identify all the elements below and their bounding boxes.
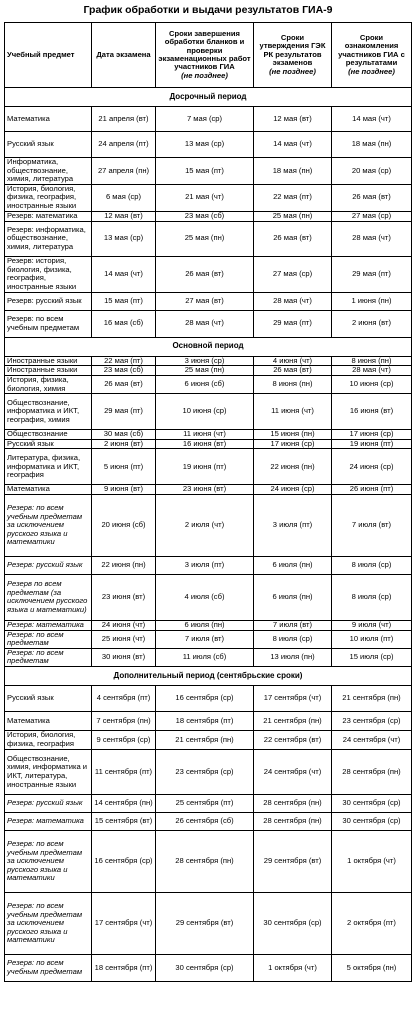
processing-deadline-cell: 18 сентября (пт) [156,711,254,730]
processing-deadline-cell: 21 мая (чт) [156,184,254,211]
familiarization-deadline-cell: 30 сентября (ср) [332,794,412,812]
table-row [5,394,412,430]
table-row [5,256,412,292]
section-title: Досрочный период [5,88,412,107]
approval-deadline-cell: 29 сентября (вт) [254,830,332,892]
exam-date-cell: 21 апреля (вт) [92,107,156,132]
familiarization-deadline-cell: 7 июля (вт) [332,494,412,556]
subject-cell: Резерв: по всем учебным предметам [5,954,92,981]
exam-date-cell: 24 апреля (пт) [92,132,156,158]
familiarization-deadline-cell: 27 мая (ср) [332,211,412,221]
exam-date-cell: 6 мая (ср) [92,184,156,211]
exam-date-cell: 24 июня (чт) [92,620,156,630]
familiarization-deadline-cell: 24 июня (ср) [332,449,412,485]
subject-cell: Резерв: математика [5,211,92,221]
approval-deadline-cell: 24 сентября (чт) [254,749,332,794]
header-approval-text: Сроки утверждения ГЭК РК результатов экзаменов [259,32,326,68]
table-row [5,356,412,366]
approval-deadline-cell: 11 июня (чт) [254,394,332,430]
section-header-row [5,337,412,356]
approval-deadline-cell: 22 мая (пт) [254,184,332,211]
exam-date-cell: 20 июня (сб) [92,494,156,556]
exam-date-cell: 9 июня (вт) [92,485,156,495]
processing-deadline-cell: 19 июня (пт) [156,449,254,485]
header-not-later-note: (не позднее) [348,66,395,76]
processing-deadline-cell: 10 июня (ср) [156,394,254,430]
approval-deadline-cell: 17 июня (ср) [254,439,332,449]
familiarization-deadline-cell: 28 сентября (пн) [332,749,412,794]
section-title: Основной период [5,337,412,356]
processing-deadline-cell: 28 мая (чт) [156,310,254,337]
familiarization-deadline-cell: 10 июня (ср) [332,375,412,393]
subject-cell: Резерв: по всем учебным предметам за исключением русского языка и математики [5,892,92,954]
familiarization-deadline-cell: 2 июня (вт) [332,310,412,337]
processing-deadline-cell: 11 июля (сб) [156,648,254,666]
subject-cell: История, биология, физика, география, иностранные языки [5,184,92,211]
table-row [5,830,412,892]
familiarization-deadline-cell: 9 июля (чт) [332,620,412,630]
approval-deadline-cell: 18 мая (пн) [254,158,332,185]
subject-cell: Математика [5,107,92,132]
approval-deadline-cell: 3 июля (пт) [254,494,332,556]
table-row [5,648,412,666]
subject-cell: Резерв: по всем предметам [5,630,92,648]
exam-date-cell: 29 мая (пт) [92,394,156,430]
familiarization-deadline-cell: 16 июня (вт) [332,394,412,430]
header-familiarization-text: Сроки ознакомления участников ГИА с результатами [338,32,405,68]
approval-deadline-cell: 24 июня (ср) [254,485,332,495]
approval-deadline-cell: 28 сентября (пн) [254,794,332,812]
subject-cell: Русский язык [5,132,92,158]
subject-cell: Резерв: информатика, обществознание, химия, литература [5,221,92,256]
subject-cell: Резерв по всем предметам (за исключением русского языка и математики) [5,574,92,620]
approval-deadline-cell: 28 сентября (пн) [254,812,332,830]
subject-cell: Математика [5,485,92,495]
approval-deadline-cell: 8 июня (пн) [254,375,332,393]
exam-date-cell: 12 мая (вт) [92,211,156,221]
table-row [5,132,412,158]
table-row [5,711,412,730]
processing-deadline-cell: 15 мая (пт) [156,158,254,185]
familiarization-deadline-cell: 23 сентября (ср) [332,711,412,730]
exam-date-cell: 16 мая (сб) [92,310,156,337]
subject-cell: Информатика, обществознание, химия, литература [5,158,92,185]
subject-cell: Русский язык [5,439,92,449]
document-title: График обработки и выдачи результатов ГИА-9 [83,4,333,16]
processing-deadline-cell: 11 июня (чт) [156,430,254,440]
exam-date-cell: 23 мая (сб) [92,366,156,376]
subject-cell: Резерв: история, биология, физика, география, иностранные языки [5,256,92,292]
table-row [5,574,412,620]
header-not-later-note: (не позднее) [269,66,316,76]
approval-deadline-cell: 6 июля (пн) [254,556,332,574]
exam-date-cell: 16 сентября (ср) [92,830,156,892]
subject-cell: Резерв: по всем учебным предметам [5,310,92,337]
processing-deadline-cell: 4 июля (сб) [156,574,254,620]
familiarization-deadline-cell: 19 июня (пт) [332,439,412,449]
approval-deadline-cell: 21 сентября (пн) [254,711,332,730]
approval-deadline-cell: 15 июня (пн) [254,430,332,440]
familiarization-deadline-cell: 20 мая (ср) [332,158,412,185]
table-row [5,630,412,648]
exam-date-cell: 22 мая (пт) [92,356,156,366]
processing-deadline-cell: 7 июля (вт) [156,630,254,648]
approval-deadline-cell: 17 сентября (чт) [254,685,332,711]
processing-deadline-cell: 25 мая (пн) [156,366,254,376]
approval-deadline-cell: 27 мая (ср) [254,256,332,292]
processing-deadline-cell: 3 июля (пт) [156,556,254,574]
processing-deadline-cell: 16 июня (вт) [156,439,254,449]
approval-deadline-cell: 26 мая (вт) [254,366,332,376]
approval-deadline-cell: 22 июня (пн) [254,449,332,485]
subject-cell: Резерв: по всем предметам [5,648,92,666]
table-row [5,107,412,132]
subject-cell: Резерв: по всем учебным предметам за исключением русского языка и математики [5,494,92,556]
familiarization-deadline-cell: 8 июня (пн) [332,356,412,366]
table-header-row [5,23,412,88]
table-row [5,430,412,440]
processing-deadline-cell: 26 мая (вт) [156,256,254,292]
section-header-row [5,666,412,685]
table-row [5,221,412,256]
section-title: Дополнительный период (сентябрьские сроки) [5,666,412,685]
subject-cell: Резерв: русский язык [5,292,92,310]
exam-date-cell: 5 июня (пт) [92,449,156,485]
table-row [5,685,412,711]
exam-date-cell: 26 мая (вт) [92,375,156,393]
table-row [5,730,412,749]
approval-deadline-cell: 22 сентября (вт) [254,730,332,749]
processing-deadline-cell: 30 сентября (ср) [156,954,254,981]
exam-date-cell: 15 сентября (вт) [92,812,156,830]
table-row [5,794,412,812]
subject-cell: Обществознание, химия, информатика и ИКТ, литература, иностранные языки [5,749,92,794]
subject-cell: Резерв: математика [5,620,92,630]
exam-date-cell: 25 июня (чт) [92,630,156,648]
processing-deadline-cell: 7 мая (ср) [156,107,254,132]
familiarization-deadline-cell: 29 мая (пт) [332,256,412,292]
processing-deadline-cell: 21 сентября (пн) [156,730,254,749]
familiarization-deadline-cell: 28 мая (чт) [332,221,412,256]
familiarization-deadline-cell: 26 июня (пт) [332,485,412,495]
section-header-row [5,88,412,107]
exam-date-cell: 27 апреля (пн) [92,158,156,185]
exam-date-cell: 23 июня (вт) [92,574,156,620]
exam-date-cell: 22 июня (пн) [92,556,156,574]
schedule-table [4,22,412,982]
exam-date-cell: 30 мая (сб) [92,430,156,440]
table-row [5,310,412,337]
exam-date-cell: 11 сентября (пт) [92,749,156,794]
header-subject: Учебный предмет [5,23,92,88]
approval-deadline-cell: 1 октября (чт) [254,954,332,981]
table-row [5,812,412,830]
table-body [5,88,412,982]
processing-deadline-cell: 23 сентября (ср) [156,749,254,794]
familiarization-deadline-cell: 18 мая (пн) [332,132,412,158]
header-exam-date: Дата экзамена [92,23,156,88]
familiarization-deadline-cell: 30 сентября (ср) [332,812,412,830]
approval-deadline-cell: 13 июля (пн) [254,648,332,666]
table-row [5,485,412,495]
processing-deadline-cell: 28 сентября (пн) [156,830,254,892]
subject-cell: Русский язык [5,685,92,711]
subject-cell: Математика [5,711,92,730]
familiarization-deadline-cell: 26 мая (вт) [332,184,412,211]
table-row [5,749,412,794]
exam-date-cell: 30 июня (вт) [92,648,156,666]
processing-deadline-cell: 13 мая (ср) [156,132,254,158]
subject-cell: Иностранные языки [5,356,92,366]
approval-deadline-cell: 8 июля (ср) [254,630,332,648]
approval-deadline-cell: 29 мая (пт) [254,310,332,337]
processing-deadline-cell: 16 сентября (ср) [156,685,254,711]
subject-cell: Резерв: математика [5,812,92,830]
exam-date-cell: 7 сентября (пн) [92,711,156,730]
table-row [5,449,412,485]
subject-cell: Иностранные языки [5,366,92,376]
processing-deadline-cell: 2 июля (чт) [156,494,254,556]
approval-deadline-cell: 28 мая (чт) [254,292,332,310]
subject-cell: История, физика, биология, химия [5,375,92,393]
processing-deadline-cell: 6 июля (пн) [156,620,254,630]
subject-cell: История, биология, физика, география [5,730,92,749]
subject-cell: Литература, физика, информатика и ИКТ, география [5,449,92,485]
processing-deadline-cell: 26 сентября (сб) [156,812,254,830]
table-row [5,494,412,556]
processing-deadline-cell: 29 сентября (вт) [156,892,254,954]
familiarization-deadline-cell: 2 октября (пт) [332,892,412,954]
table-row [5,292,412,310]
table-row [5,620,412,630]
exam-date-cell: 15 мая (пт) [92,292,156,310]
header-processing-text: Сроки завершения обработки бланков и проверки экзаменационных работ участников ГИА [158,28,251,72]
familiarization-deadline-cell: 8 июля (ср) [332,574,412,620]
processing-deadline-cell: 27 мая (вт) [156,292,254,310]
processing-deadline-cell: 23 мая (сб) [156,211,254,221]
table-row [5,211,412,221]
processing-deadline-cell: 25 сентября (пт) [156,794,254,812]
exam-date-cell: 14 мая (чт) [92,256,156,292]
header-familiarization [332,23,412,88]
processing-deadline-cell: 25 мая (пн) [156,221,254,256]
familiarization-deadline-cell: 8 июля (ср) [332,556,412,574]
approval-deadline-cell: 30 сентября (ср) [254,892,332,954]
exam-date-cell: 4 сентября (пт) [92,685,156,711]
subject-cell: Обществознание, информатика и ИКТ, география, химия [5,394,92,430]
familiarization-deadline-cell: 1 октября (чт) [332,830,412,892]
processing-deadline-cell: 3 июня (ср) [156,356,254,366]
processing-deadline-cell: 6 июня (сб) [156,375,254,393]
familiarization-deadline-cell: 1 июня (пн) [332,292,412,310]
processing-deadline-cell: 23 июня (вт) [156,485,254,495]
familiarization-deadline-cell: 28 мая (чт) [332,366,412,376]
exam-date-cell: 18 сентября (пт) [92,954,156,981]
table-row [5,366,412,376]
exam-date-cell: 2 июня (вт) [92,439,156,449]
header-not-later-note: (не позднее) [181,70,228,80]
familiarization-deadline-cell: 17 июня (ср) [332,430,412,440]
familiarization-deadline-cell: 15 июля (ср) [332,648,412,666]
exam-date-cell: 9 сентября (ср) [92,730,156,749]
table-row [5,184,412,211]
familiarization-deadline-cell: 14 мая (чт) [332,107,412,132]
approval-deadline-cell: 12 мая (вт) [254,107,332,132]
approval-deadline-cell: 25 мая (пн) [254,211,332,221]
approval-deadline-cell: 7 июля (вт) [254,620,332,630]
table-row [5,439,412,449]
exam-date-cell: 13 мая (ср) [92,221,156,256]
table-row [5,158,412,185]
familiarization-deadline-cell: 21 сентября (пн) [332,685,412,711]
approval-deadline-cell: 26 мая (вт) [254,221,332,256]
exam-date-cell: 14 сентября (пн) [92,794,156,812]
familiarization-deadline-cell: 10 июля (пт) [332,630,412,648]
approval-deadline-cell: 4 июня (чт) [254,356,332,366]
subject-cell: Резерв: по всем учебным предметам за исключением русского языка и математики [5,830,92,892]
subject-cell: Резерв: русский язык [5,794,92,812]
exam-date-cell: 17 сентября (чт) [92,892,156,954]
familiarization-deadline-cell: 24 сентября (чт) [332,730,412,749]
table-row [5,375,412,393]
subject-cell: Обществознание [5,430,92,440]
table-row [5,892,412,954]
table-row [5,556,412,574]
approval-deadline-cell: 14 мая (чт) [254,132,332,158]
approval-deadline-cell: 6 июля (пн) [254,574,332,620]
table-row [5,954,412,981]
familiarization-deadline-cell: 5 октября (пн) [332,954,412,981]
subject-cell: Резерв: русский язык [5,556,92,574]
header-approval [254,23,332,88]
header-processing [156,23,254,88]
